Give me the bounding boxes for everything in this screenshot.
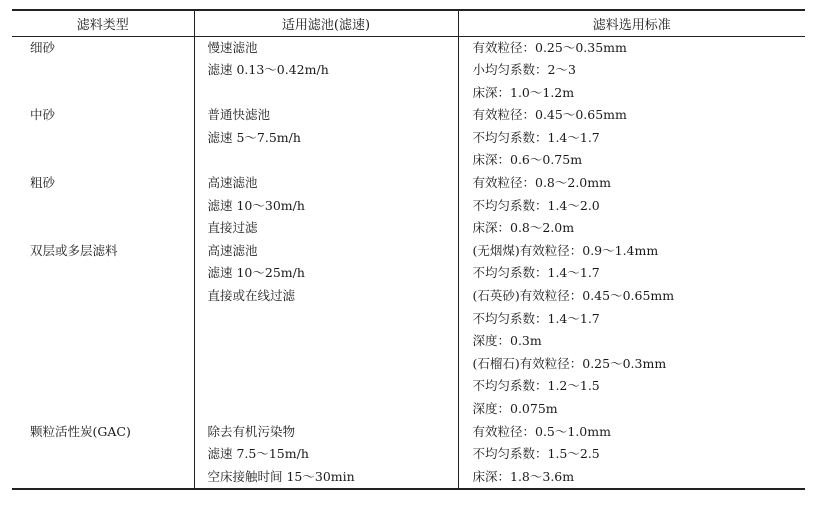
media-type-cell (12, 36, 194, 104)
selection-standard-line: 有效粒径：0.8～2.0mm (472, 175, 611, 191)
applicable-filter-line: 高速滤池 (207, 175, 258, 191)
selection-standard-line: 不均匀系数：1.5～2.5 (472, 446, 600, 462)
media-type-cell (12, 421, 194, 490)
media-type-lines (12, 37, 194, 60)
media-type-line: 颗粒活性炭(GAC) (30, 423, 131, 439)
media-type-lines (12, 240, 194, 263)
applicable-filter-line: 空床接触时间 15～30min (207, 468, 355, 484)
applicable-filter-line: 高速滤池 (207, 242, 258, 258)
media-type-line: 中砂 (30, 107, 56, 123)
selection-standard-line: 小均匀系数：2～3 (472, 62, 576, 78)
media-type-cell (12, 104, 194, 172)
header-applicable-filter: 适用滤池(滤速) (194, 10, 458, 36)
selection-standard-lines (459, 172, 806, 240)
applicable-filter-line: 除去有机污染物 (207, 423, 296, 439)
applicable-filter-cell (194, 172, 458, 240)
media-type-line: 双层或多层滤料 (30, 242, 118, 258)
applicable-filter-line: 慢速滤池 (207, 39, 258, 55)
selection-standard-line: 床深：0.6～0.75m (472, 152, 583, 168)
selection-standard-line: 有效粒径：0.5～1.0mm (472, 423, 611, 439)
selection-standard-cell (458, 240, 805, 421)
filter-media-table (12, 9, 805, 490)
media-type-line: 细砂 (30, 39, 56, 55)
selection-standard-cell (458, 104, 805, 172)
selection-standard-lines (459, 421, 806, 489)
selection-standard-line: 床深：1.0～1.2m (472, 84, 575, 100)
selection-standard-line: 不均匀系数：1.4～1.7 (472, 310, 600, 326)
applicable-filter-line: 直接或在线过滤 (207, 288, 296, 304)
applicable-filter-line: 滤速 10～30m/h (207, 197, 305, 213)
table-row (12, 240, 805, 421)
applicable-filter-cell (194, 104, 458, 172)
applicable-filter-line: 直接过滤 (207, 220, 258, 236)
header-selection-standard: 滤料选用标准 (458, 10, 805, 36)
selection-standard-line: 有效粒径：0.45～0.65mm (472, 107, 627, 123)
selection-standard-cell (458, 172, 805, 240)
media-type-cell (12, 172, 194, 240)
applicable-filter-cell (194, 240, 458, 421)
selection-standard-lines (459, 37, 806, 105)
table-header-row (12, 10, 805, 36)
table-row (12, 104, 805, 172)
filter-media-table-container (12, 9, 805, 490)
selection-standard-line: 不均匀系数：1.4～1.7 (472, 129, 600, 145)
selection-standard-cell (458, 421, 805, 490)
applicable-filter-lines (195, 104, 458, 149)
applicable-filter-line: 普通快滤池 (207, 107, 271, 123)
applicable-filter-cell (194, 36, 458, 104)
selection-standard-line: 不均匀系数：1.2～1.5 (472, 378, 600, 394)
selection-standard-line: 深度：0.075m (472, 401, 558, 416)
media-type-lines (12, 172, 194, 195)
selection-standard-lines (459, 104, 806, 172)
applicable-filter-lines (195, 172, 458, 240)
table-body (12, 36, 805, 489)
applicable-filter-lines (195, 240, 458, 308)
selection-standard-line: 床深：1.8～3.6m (472, 468, 575, 484)
table-row (12, 172, 805, 240)
applicable-filter-lines (195, 37, 458, 82)
selection-standard-cell (458, 36, 805, 104)
selection-standard-lines (459, 240, 806, 421)
applicable-filter-cell (194, 421, 458, 490)
header-media-type: 滤料类型 (12, 10, 194, 36)
selection-standard-line: 不均匀系数：1.4～1.7 (472, 265, 600, 281)
applicable-filter-line: 滤速 10～25m/h (207, 265, 305, 281)
media-type-cell (12, 240, 194, 421)
media-type-lines (12, 421, 194, 444)
selection-standard-line: (石英砂)有效粒径：0.45～0.65mm (472, 288, 675, 304)
applicable-filter-line: 滤速 5～7.5m/h (207, 129, 301, 145)
table-row (12, 36, 805, 104)
selection-standard-line: 不均匀系数：1.4～2.0 (472, 197, 600, 213)
selection-standard-line: 深度：0.3m (472, 333, 542, 349)
applicable-filter-line: 滤速 0.13～0.42m/h (207, 62, 329, 78)
media-type-lines (12, 104, 194, 127)
selection-standard-line: 床深：0.8～2.0m (472, 220, 575, 236)
selection-standard-line: 有效粒径：0.25～0.35mm (472, 39, 627, 55)
selection-standard-line: (石榴石)有效粒径：0.25～0.3mm (472, 355, 667, 371)
applicable-filter-lines (195, 421, 458, 489)
table-row (12, 421, 805, 490)
applicable-filter-line: 滤速 7.5～15m/h (207, 446, 309, 462)
media-type-line: 粗砂 (30, 175, 56, 191)
selection-standard-line: (无烟煤)有效粒径：0.9～1.4mm (472, 242, 659, 258)
